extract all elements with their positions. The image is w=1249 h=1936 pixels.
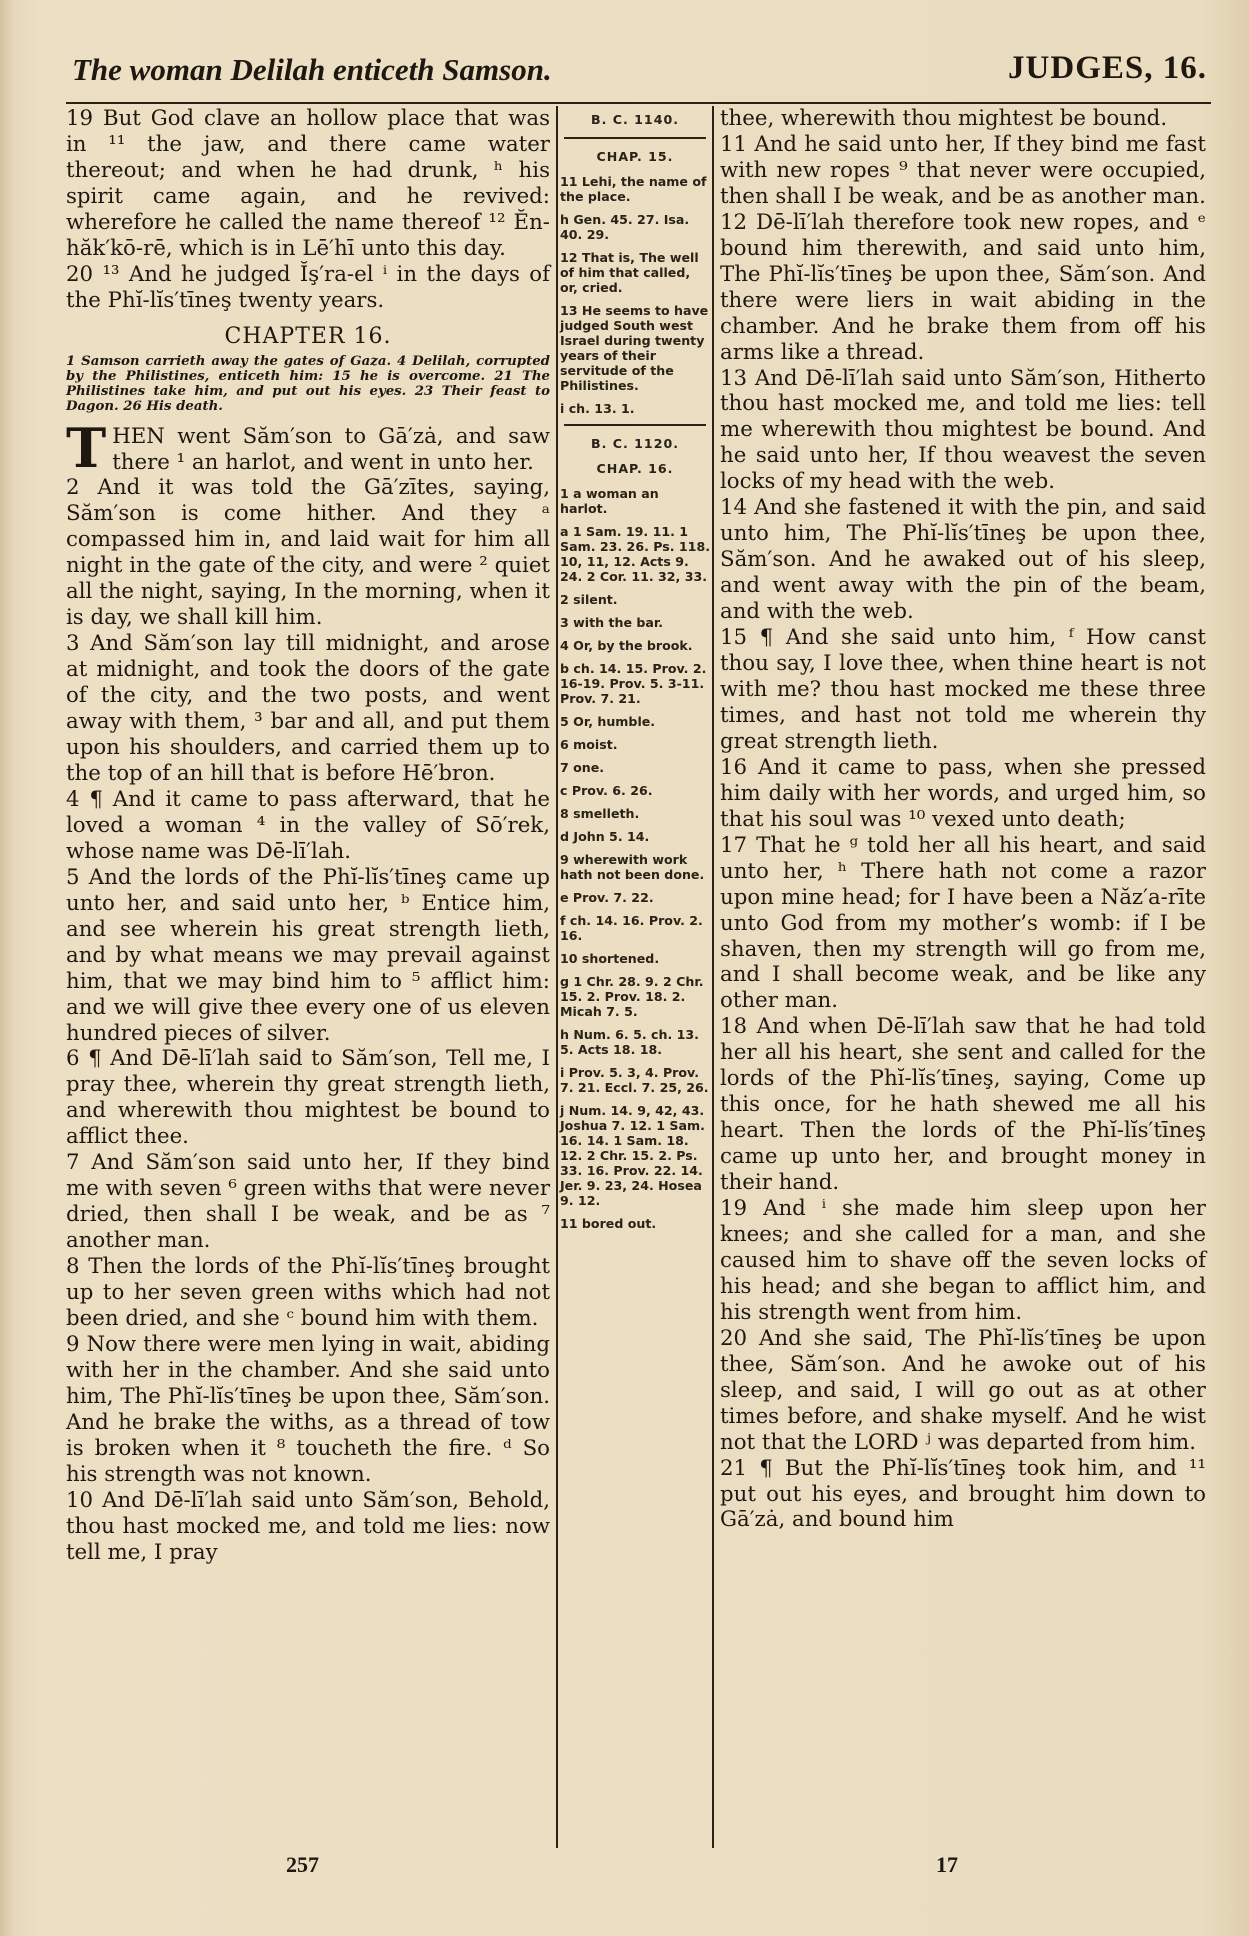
right-text-column — [720, 106, 1206, 1533]
verse-paragraph: 3 And Săm′son lay till midnight, and arose at midnight, and took the doors of the gate of the city, and the two posts, and went away with them, ³ bar and all, and put them upon his shoulders, and carried them up to the top of an hill that is before Hē′bron. — [66, 631, 550, 786]
first-verse-text: HEN went Săm′son to Gā′zȧ, and saw there ¹ an harlot, and went in unto her. — [112, 423, 550, 475]
reference-note: i ch. 13. 1. — [560, 401, 635, 416]
verse-paragraph: 7 And Săm′son said unto her, If they bind me with seven ⁶ green withs that were never dried, then shall I be weak, and be as ⁷ another man. — [66, 1150, 550, 1254]
running-title: The woman Delilah enticeth Samson. — [72, 52, 552, 87]
verse-paragraph: 15 ¶ And she said unto him, ᶠ How canst thou say, I love thee, when thine heart is not with me? thou hast mocked me these three times, and hast not told me wherein thy great strength lieth. — [720, 625, 1206, 754]
reference-note: 13 He seems to have judged South west Israel during twenty years of their servitude of the Philistines. — [560, 303, 709, 393]
reference-note: c Prov. 6. 26. — [560, 783, 653, 798]
verse-paragraph: 18 And when Dē-lī′lah saw that he had told her all his heart, she sent and called for the lords of the Phĭ-lĭs′tīneş, saying, Come up this once, for he hath shewed me all his heart. Then the lords of the Phĭ-lĭs′tīneş came up unto her, and brought money in their hand. — [720, 1014, 1206, 1196]
reference-note: j Num. 14. 9, 42, 43. Joshua 7. 12. 1 Sam. 16. 14. 1 Sam. 18. 12. 2 Chr. 15. 2. Ps. 33. 16. Prov. 22. 14. Jer. 9. 23, 24. Hosea 9. 12. — [560, 1103, 705, 1208]
cross-reference-column — [560, 106, 710, 1239]
chapter-summary: 1 Samson carrieth away the gates of Gaza. 4 Delilah, corrupted by the Philistines, enticeth him: 15 he is overcome. 21 The Philistines take him, and put out his eyes. 23 Their feast to Dagon. 26 His death. — [66, 353, 550, 414]
verse-paragraph: 5 And the lords of the Phĭ-lĭs′tīneş came up unto her, and said unto her, ᵇ Entice him, and see wherein his great strength lieth, and by what means we may prevail against him, that we may bind him to ⁵ afflict him: and we will give thee every one of us eleven hundred pieces of silver. — [66, 864, 550, 1046]
reference-note: 3 with the bar. — [560, 615, 664, 630]
verse-paragraph: thee, wherewith thou mightest be bound. — [720, 106, 1168, 131]
verse-paragraph: 10 And Dē-lī′lah said unto Săm′son, Behold, thou hast mocked me, and told me lies: now tell me, I pray — [66, 1487, 550, 1565]
chapter-heading: CHAPTER 16. — [224, 323, 392, 349]
verse-paragraph: 4 ¶ And it came to pass afterward, that he loved a woman ⁴ in the valley of Sō′rek, whose name was Dē-lī′lah. — [66, 786, 550, 864]
drop-cap: T — [66, 415, 107, 480]
verse-paragraph: 8 Then the lords of the Phĭ-lĭs′tīneş brought up to her seven green withs which had not been dried, and she ᶜ bound him with them. — [66, 1254, 550, 1331]
verse-paragraph: 17 That he ᵍ told her all his heart, and said unto her, ʰ There hath not come a razor upon mine head; for I have been a Năz′a-rīte unto God from my mother’s womb: if I be shaven, then my strength will go from me, and I shall become weak, and be like any other man. — [720, 832, 1206, 1014]
reference-note: 9 wherewith work hath not been done. — [560, 852, 705, 882]
reference-date: B. C. 1140. — [590, 112, 679, 127]
reference-note: 11 bored out. — [560, 1216, 657, 1231]
reference-note: e Prov. 7. 22. — [560, 890, 654, 905]
reference-note: f ch. 14. 16. Prov. 2. 16. — [560, 913, 703, 943]
reference-note: 7 one. — [560, 760, 605, 775]
reference-note: h Num. 6. 5. ch. 13. 5. Acts 18. 18. — [560, 1027, 699, 1057]
reference-note: 10 shortened. — [560, 951, 660, 966]
page-number-left: 257 — [286, 1852, 319, 1877]
left-text-column — [66, 106, 550, 1566]
reference-chapter: CHAP. 16. — [596, 461, 674, 476]
verse-paragraph: 12 Dē-lī′lah therefore took new ropes, and ᵉ bound him therewith, and said unto him, The Phĭ-lĭs′tīneş be upon thee, Săm′son. And there were liers in wait abiding in the chamber. And he brake them from off his arms like a thread. — [720, 209, 1206, 365]
verse-paragraph: 14 And she fastened it with the pin, and said unto him, The Phĭ-lĭs′tīneş be upon thee, Săm′son. And he awaked out of his sleep, and went away with the pin of the beam, and with the web. — [720, 495, 1206, 625]
column-divider-left — [556, 106, 558, 1848]
book-chapter-title: JUDGES, 16. — [1008, 50, 1207, 86]
page-number-right: 17 — [936, 1852, 958, 1877]
reference-chapter: CHAP. 15. — [596, 149, 674, 164]
reference-note: 12 That is, The well of him that called, or, cried. — [560, 250, 699, 295]
verse-paragraph: 16 And it came to pass, when she pressed him daily with her words, and urged him, so that his soul was ¹⁰ vexed unto death; — [720, 754, 1206, 832]
reference-date: B. C. 1120. — [590, 436, 679, 451]
reference-note: b ch. 14. 15. Prov. 2. 16-19. Prov. 5. 3-11. Prov. 7. 21. — [560, 661, 707, 706]
reference-note: 5 Or, humble. — [560, 714, 656, 729]
verse-paragraph: 11 And he said unto her, If they bind me fast with new ropes ⁹ that never were occupied, then shall I be weak, and be as another man. — [720, 131, 1206, 209]
reference-note: a 1 Sam. 19. 11. 1 Sam. 23. 26. Ps. 118. 10, 11, 12. Acts 9. 24. 2 Cor. 11. 32, 33. — [560, 524, 710, 584]
reference-note: d John 5. 14. — [560, 829, 650, 844]
verse-paragraph: 2 And it was told the Gā′zītes, saying, Săm′son is come hither. And they ᵃ compassed him in, and laid wait for him all night in the gate of the city, and were ² quiet all the night, saying, In the morning, when it is day, we shall kill him. — [66, 475, 550, 631]
header-rule — [66, 102, 1211, 104]
reference-separator — [564, 424, 706, 426]
column-divider-right — [712, 106, 714, 1848]
reference-separator — [564, 137, 706, 139]
verse-paragraph: 20 And she said, The Phĭ-lĭs′tīneş be upon thee, Săm′son. And he awoke out of his sleep, and said, I will go out as at other times before, and shake myself. And he wist not that the LORD ʲ was departed from him. — [720, 1325, 1206, 1455]
reference-note: i Prov. 5. 3, 4. Prov. 7. 21. Eccl. 7. 25, 26. — [560, 1065, 709, 1095]
reference-note: 1 a woman an harlot. — [560, 486, 659, 516]
reference-note: g 1 Chr. 28. 9. 2 Chr. 15. 2. Prov. 18. 2. Micah 7. 5. — [560, 974, 704, 1019]
verse-paragraph: 19 But God clave an hollow place that was in ¹¹ the jaw, and there came water thereout; and when he had drunk, ʰ his spirit came again, and he revived: wherefore he called the name thereof ¹² Ĕn-hăk′kō-rē, which is in Lē′hī unto this day. — [66, 106, 550, 261]
reference-note: h Gen. 45. 27. Isa. 40. 29. — [560, 212, 690, 242]
reference-note: 2 silent. — [560, 592, 618, 607]
verse-paragraph: 6 ¶ And Dē-lī′lah said to Săm′son, Tell me, I pray thee, wherein thy great strength lieth, and wherewith thou mightest be bound to afflict thee. — [66, 1046, 550, 1150]
verse-paragraph: 20 ¹³ And he judged Ĭş′ra-el ⁱ in the days of the Phĭ-lĭs′tīneş twenty years. — [66, 261, 550, 313]
reference-note: 6 moist. — [560, 737, 618, 752]
verse-paragraph: 13 And Dē-lī′lah said unto Săm′son, Hitherto thou hast mocked me, and told me lies: tell me wherewith thou mightest be bound. And he said unto her, If thou weavest the seven locks of my head with the web. — [720, 365, 1206, 495]
reference-note: 4 Or, by the brook. — [560, 638, 693, 653]
first-verse-paragraph — [66, 415, 550, 480]
verse-paragraph: 21 ¶ But the Phĭ-lĭs′tīneş took him, and ¹¹ put out his eyes, and brought him down to Gā′zȧ, and bound him — [720, 1455, 1206, 1533]
page-header — [72, 48, 1207, 100]
reference-note: 8 smelleth. — [560, 806, 640, 821]
verse-paragraph: 19 And ⁱ she made him sleep upon her knees; and she called for a man, and she caused him to shave off the seven locks of his head; and she began to afflict him, and his strength went from him. — [720, 1196, 1206, 1325]
reference-note: 11 Lehi, the name of the place. — [560, 174, 707, 204]
verse-paragraph: 9 Now there were men lying in wait, abiding with her in the chamber. And she said unto him, The Phĭ-lĭs′tīneş be upon thee, Săm′son. And he brake the withs, as a thread of tow is broken when it ⁸ toucheth the fire. ᵈ So his strength was not known. — [66, 1331, 550, 1487]
